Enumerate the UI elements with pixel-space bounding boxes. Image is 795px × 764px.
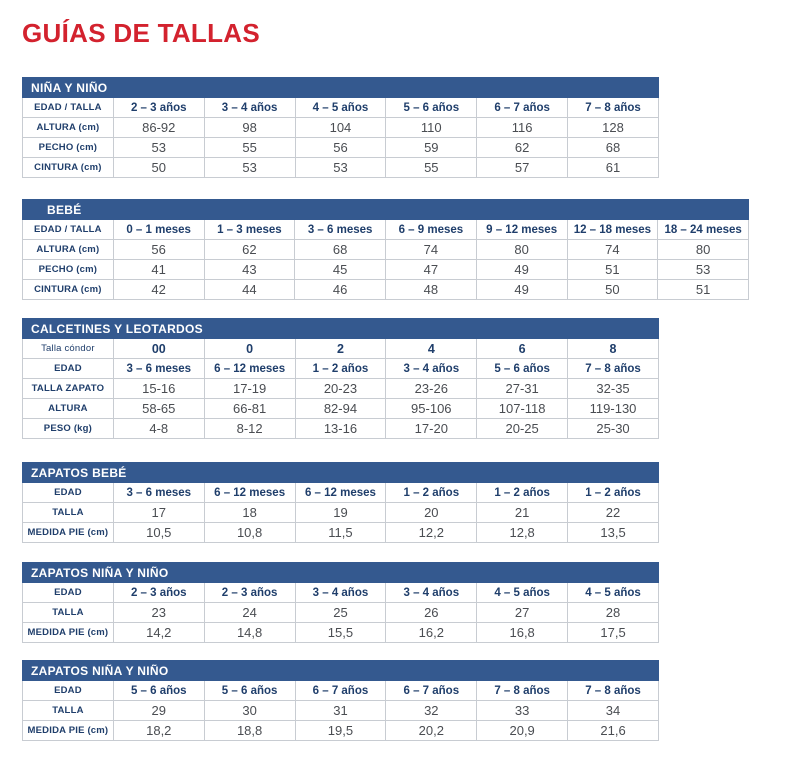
table-row xyxy=(23,701,659,721)
table-cell: 49 xyxy=(476,260,567,280)
row-label: ALTURA (cm) xyxy=(23,240,114,260)
table-cell: 18,8 xyxy=(204,721,295,741)
table-cell: 4-8 xyxy=(113,419,204,439)
size-table-zapatos-nino-2 xyxy=(22,660,659,741)
table-cell: 20-23 xyxy=(295,379,386,399)
table-cell: 86-92 xyxy=(113,118,204,138)
column-header: 6 – 12 meses xyxy=(295,483,386,503)
table-cell: 95-106 xyxy=(386,399,477,419)
column-header: 2 – 3 años xyxy=(113,583,204,603)
table-cell: 62 xyxy=(477,138,568,158)
table-cell: 66-81 xyxy=(204,399,295,419)
table-title-row xyxy=(23,200,749,220)
table-cell: 33 xyxy=(477,701,568,721)
header-label: EDAD xyxy=(23,483,114,503)
table-cell: 51 xyxy=(567,260,658,280)
table-row xyxy=(23,138,659,158)
table-cell: 17,5 xyxy=(568,623,659,643)
column-header: 6 – 9 meses xyxy=(386,220,477,240)
row-label: MEDIDA PIE (cm) xyxy=(23,721,114,741)
table-cell: 28 xyxy=(568,603,659,623)
table-cell: 3 – 6 meses xyxy=(113,359,204,379)
table-cell: 3 – 4 años xyxy=(386,359,477,379)
table-row xyxy=(23,503,659,523)
table-cell: 74 xyxy=(386,240,477,260)
table-cell: 17-20 xyxy=(386,419,477,439)
row-label: ALTURA xyxy=(23,399,114,419)
table-cell: 80 xyxy=(476,240,567,260)
table-cell: 27 xyxy=(477,603,568,623)
table-cell: 53 xyxy=(295,158,386,178)
table-row xyxy=(23,523,659,543)
column-header: 1 – 2 años xyxy=(386,483,477,503)
table-cell: 61 xyxy=(568,158,659,178)
column-header: 4 xyxy=(386,339,477,359)
table-cell: 47 xyxy=(386,260,477,280)
table-header-row xyxy=(23,483,659,503)
column-header: 2 xyxy=(295,339,386,359)
row-label: TALLA xyxy=(23,701,114,721)
row-label: TALLA xyxy=(23,603,114,623)
column-header: 1 – 3 meses xyxy=(204,220,295,240)
table-cell: 23 xyxy=(113,603,204,623)
table-cell: 44 xyxy=(204,280,295,300)
table-cell: 14,2 xyxy=(113,623,204,643)
table-cell: 12,2 xyxy=(386,523,477,543)
table-row xyxy=(23,399,659,419)
table-cell: 119-130 xyxy=(568,399,659,419)
size-table-zapatos-bebe xyxy=(22,462,659,543)
header-label: EDAD xyxy=(23,583,114,603)
table-cell: 13-16 xyxy=(295,419,386,439)
table-row xyxy=(23,623,659,643)
table-header-row xyxy=(23,339,659,359)
column-header: 1 – 2 años xyxy=(568,483,659,503)
header-label: EDAD / TALLA xyxy=(23,98,114,118)
table-cell: 20-25 xyxy=(477,419,568,439)
table-row xyxy=(23,419,659,439)
table-cell: 116 xyxy=(477,118,568,138)
size-table-calcetines xyxy=(22,318,659,439)
table-cell: 56 xyxy=(295,138,386,158)
column-header: 3 – 4 años xyxy=(295,583,386,603)
row-label: CINTURA (cm) xyxy=(23,158,114,178)
header-label: Talla cóndor xyxy=(23,339,114,359)
row-label: EDAD xyxy=(23,359,114,379)
table-row xyxy=(23,280,749,300)
table-cell: 25-30 xyxy=(568,419,659,439)
table-cell: 50 xyxy=(113,158,204,178)
table-title: ZAPATOS NIÑA Y NIÑO xyxy=(23,661,659,681)
table-cell: 17 xyxy=(113,503,204,523)
table-cell: 22 xyxy=(568,503,659,523)
table-cell: 98 xyxy=(204,118,295,138)
table-row xyxy=(23,158,659,178)
column-header: 6 – 12 meses xyxy=(204,483,295,503)
table-cell: 45 xyxy=(295,260,386,280)
column-header: 7 – 8 años xyxy=(568,681,659,701)
column-header: 18 – 24 meses xyxy=(658,220,749,240)
column-header: 7 – 8 años xyxy=(568,98,659,118)
table-title: ZAPATOS BEBÉ xyxy=(23,463,659,483)
table-cell: 56 xyxy=(113,240,204,260)
table-cell: 74 xyxy=(567,240,658,260)
table-cell: 51 xyxy=(658,280,749,300)
column-header: 5 – 6 años xyxy=(386,98,477,118)
table-cell: 82-94 xyxy=(295,399,386,419)
table-title: CALCETINES Y LEOTARDOS xyxy=(23,319,659,339)
column-header: 5 – 6 años xyxy=(113,681,204,701)
table-row xyxy=(23,260,749,280)
table-cell: 15,5 xyxy=(295,623,386,643)
row-label: PESO (kg) xyxy=(23,419,114,439)
table-row xyxy=(23,359,659,379)
table-cell: 14,8 xyxy=(204,623,295,643)
row-label: PECHO (cm) xyxy=(23,138,114,158)
column-header: 4 – 5 años xyxy=(568,583,659,603)
table-cell: 19 xyxy=(295,503,386,523)
size-table-bebe xyxy=(22,199,749,300)
table-row xyxy=(23,603,659,623)
table-cell: 26 xyxy=(386,603,477,623)
table-row xyxy=(23,379,659,399)
table-cell: 20 xyxy=(386,503,477,523)
table-cell: 53 xyxy=(658,260,749,280)
table-cell: 1 – 2 años xyxy=(295,359,386,379)
table-header-row xyxy=(23,583,659,603)
table-cell: 50 xyxy=(567,280,658,300)
table-cell: 48 xyxy=(386,280,477,300)
size-table-zapatos-nino-1 xyxy=(22,562,659,643)
table-row xyxy=(23,118,659,138)
table-cell: 43 xyxy=(204,260,295,280)
table-cell: 128 xyxy=(568,118,659,138)
table-cell: 20,9 xyxy=(477,721,568,741)
header-label: EDAD xyxy=(23,681,114,701)
table-header-row xyxy=(23,98,659,118)
column-header: 6 – 7 años xyxy=(386,681,477,701)
table-cell: 57 xyxy=(477,158,568,178)
table-cell: 25 xyxy=(295,603,386,623)
table-cell: 10,8 xyxy=(204,523,295,543)
column-header: 9 – 12 meses xyxy=(476,220,567,240)
table-cell: 16,8 xyxy=(477,623,568,643)
table-cell: 18 xyxy=(204,503,295,523)
table-cell: 27-31 xyxy=(477,379,568,399)
row-label: ALTURA (cm) xyxy=(23,118,114,138)
table-cell: 58-65 xyxy=(113,399,204,419)
column-header: 3 – 6 meses xyxy=(295,220,386,240)
column-header: 7 – 8 años xyxy=(477,681,568,701)
table-cell: 80 xyxy=(658,240,749,260)
row-label: PECHO (cm) xyxy=(23,260,114,280)
table-cell: 24 xyxy=(204,603,295,623)
table-cell: 68 xyxy=(295,240,386,260)
column-header: 4 – 5 años xyxy=(477,583,568,603)
row-label: CINTURA (cm) xyxy=(23,280,114,300)
table-title-row xyxy=(23,463,659,483)
table-cell: 21 xyxy=(477,503,568,523)
row-label: MEDIDA PIE (cm) xyxy=(23,523,114,543)
column-header: 1 – 2 años xyxy=(477,483,568,503)
table-cell: 55 xyxy=(204,138,295,158)
table-cell: 23-26 xyxy=(386,379,477,399)
header-label: EDAD / TALLA xyxy=(23,220,114,240)
table-title-row xyxy=(23,661,659,681)
table-cell: 49 xyxy=(476,280,567,300)
table-cell: 7 – 8 años xyxy=(568,359,659,379)
table-cell: 8-12 xyxy=(204,419,295,439)
table-cell: 32 xyxy=(386,701,477,721)
row-label: MEDIDA PIE (cm) xyxy=(23,623,114,643)
table-cell: 21,6 xyxy=(568,721,659,741)
column-header: 12 – 18 meses xyxy=(567,220,658,240)
column-header: 8 xyxy=(568,339,659,359)
table-cell: 10,5 xyxy=(113,523,204,543)
column-header: 00 xyxy=(113,339,204,359)
table-cell: 12,8 xyxy=(477,523,568,543)
row-label: TALLA ZAPATO xyxy=(23,379,114,399)
table-cell: 15-16 xyxy=(113,379,204,399)
table-cell: 53 xyxy=(204,158,295,178)
table-cell: 32-35 xyxy=(568,379,659,399)
table-title: ZAPATOS NIÑA Y NIÑO xyxy=(23,563,659,583)
table-cell: 34 xyxy=(568,701,659,721)
table-cell: 104 xyxy=(295,118,386,138)
table-cell: 107-118 xyxy=(477,399,568,419)
table-cell: 62 xyxy=(204,240,295,260)
table-title: BEBÉ xyxy=(23,200,749,220)
column-header: 0 xyxy=(204,339,295,359)
table-cell: 31 xyxy=(295,701,386,721)
table-title-row xyxy=(23,319,659,339)
row-label: TALLA xyxy=(23,503,114,523)
table-cell: 30 xyxy=(204,701,295,721)
table-cell: 41 xyxy=(113,260,204,280)
table-cell: 11,5 xyxy=(295,523,386,543)
table-cell: 5 – 6 años xyxy=(477,359,568,379)
table-cell: 20,2 xyxy=(386,721,477,741)
table-cell: 110 xyxy=(386,118,477,138)
column-header: 0 – 1 meses xyxy=(113,220,204,240)
table-cell: 59 xyxy=(386,138,477,158)
table-cell: 16,2 xyxy=(386,623,477,643)
column-header: 2 – 3 años xyxy=(113,98,204,118)
column-header: 3 – 6 meses xyxy=(113,483,204,503)
table-header-row xyxy=(23,220,749,240)
column-header: 4 – 5 años xyxy=(295,98,386,118)
column-header: 6 – 7 años xyxy=(477,98,568,118)
column-header: 2 – 3 años xyxy=(204,583,295,603)
column-header: 3 – 4 años xyxy=(386,583,477,603)
table-cell: 17-19 xyxy=(204,379,295,399)
column-header: 6 – 7 años xyxy=(295,681,386,701)
page-title: GUÍAS DE TALLAS xyxy=(22,18,261,48)
table-row xyxy=(23,721,659,741)
table-cell: 19,5 xyxy=(295,721,386,741)
table-cell: 6 – 12 meses xyxy=(204,359,295,379)
table-cell: 13,5 xyxy=(568,523,659,543)
table-cell: 29 xyxy=(113,701,204,721)
table-cell: 68 xyxy=(568,138,659,158)
size-table-nina-nino xyxy=(22,77,659,178)
table-title: NIÑA Y NIÑO xyxy=(23,78,659,98)
column-header: 3 – 4 años xyxy=(204,98,295,118)
table-header-row xyxy=(23,681,659,701)
table-row xyxy=(23,240,749,260)
column-header: 6 xyxy=(477,339,568,359)
table-title-row xyxy=(23,563,659,583)
table-cell: 42 xyxy=(113,280,204,300)
table-cell: 55 xyxy=(386,158,477,178)
table-cell: 46 xyxy=(295,280,386,300)
table-title-row xyxy=(23,78,659,98)
table-cell: 18,2 xyxy=(113,721,204,741)
column-header: 5 – 6 años xyxy=(204,681,295,701)
table-cell: 53 xyxy=(113,138,204,158)
